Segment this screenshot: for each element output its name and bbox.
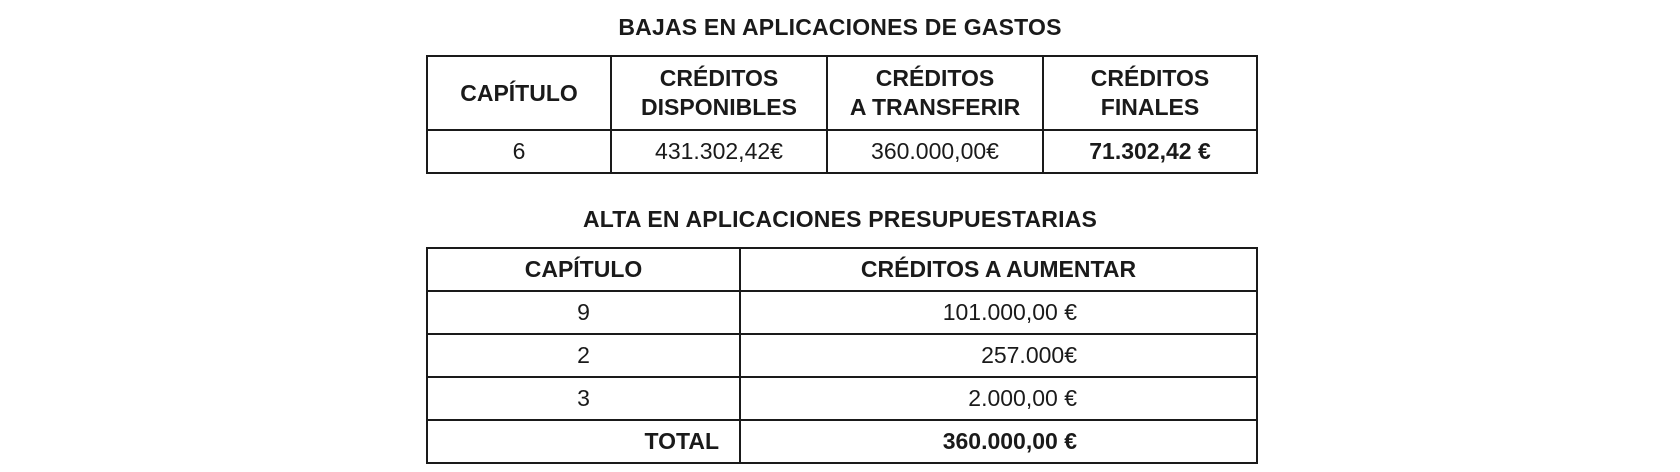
- header-creditos-disponibles: CRÉDITOS DISPONIBLES: [611, 56, 827, 130]
- alta-header-row: [427, 248, 1257, 291]
- cell-capitulo: 3: [427, 377, 740, 420]
- cell-capitulo: 2: [427, 334, 740, 377]
- cell-creditos-a-transferir: 360.000,00€: [827, 130, 1043, 173]
- cell-capitulo: 6: [427, 130, 611, 173]
- bajas-table: [426, 55, 1258, 174]
- cell-amount: 257.000€: [740, 334, 1257, 377]
- header-capitulo: CAPÍTULO: [427, 56, 611, 130]
- total-label: TOTAL: [427, 420, 740, 463]
- header-creditos-a-transferir: CRÉDITOS A TRANSFERIR: [827, 56, 1043, 130]
- cell-creditos-finales: 71.302,42 €: [1043, 130, 1257, 173]
- table-row: [427, 291, 1257, 334]
- table-row: [427, 130, 1257, 173]
- table-row: [427, 334, 1257, 377]
- cell-creditos-disponibles: 431.302,42€: [611, 130, 827, 173]
- alta-table: [426, 247, 1258, 464]
- header-creditos-finales: CRÉDITOS FINALES: [1043, 56, 1257, 130]
- alta-title: ALTA EN APLICACIONES PRESUPUESTARIAS: [582, 206, 1098, 232]
- cell-amount: 101.000,00 €: [740, 291, 1257, 334]
- cell-capitulo: 9: [427, 291, 740, 334]
- total-row: [427, 420, 1257, 463]
- header-capitulo: CAPÍTULO: [427, 248, 740, 291]
- total-amount: 360.000,00 €: [740, 420, 1257, 463]
- header-creditos-a-aumentar: CRÉDITOS A AUMENTAR: [740, 248, 1257, 291]
- cell-amount: 2.000,00 €: [740, 377, 1257, 420]
- bajas-title: BAJAS EN APLICACIONES DE GASTOS: [618, 14, 1062, 40]
- bajas-header-row: [427, 56, 1257, 130]
- table-row: [427, 377, 1257, 420]
